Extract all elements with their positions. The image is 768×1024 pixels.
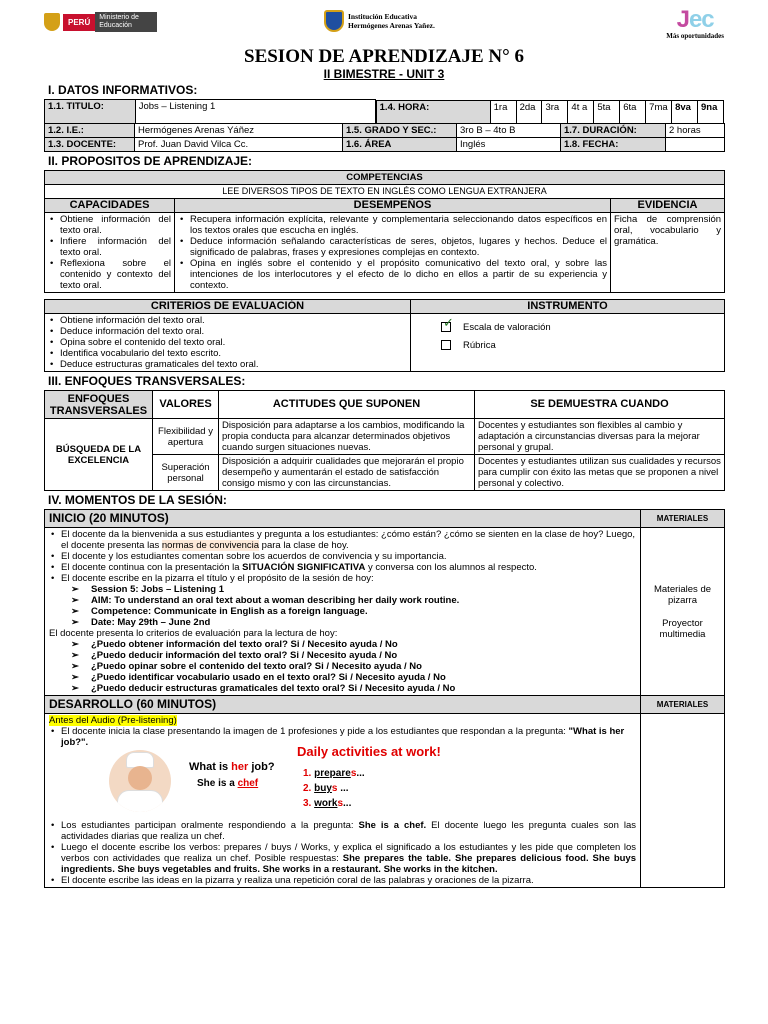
- desempenos-header: DESEMPEÑOS: [175, 199, 611, 213]
- capacidades-header: CAPACIDADES: [45, 199, 175, 213]
- jec-logo-j: J: [676, 6, 689, 33]
- objective-item: ➢ Competence: Communicate in English as a foreign language.: [49, 606, 636, 617]
- document-page: [44, 8, 724, 888]
- label-area: 1.6. ÁREA: [343, 138, 457, 152]
- instrument-escala: Escala de valoración: [463, 321, 551, 333]
- inicio-item-3: • El docente continua con la presentación la SITUACIÓN SIGNIFICATIVA y conversa con los alumnos al respecto.: [49, 562, 636, 573]
- capacidad-item: • Infiere información del texto oral.: [48, 236, 171, 258]
- valor-1: Flexibilidad y apertura: [153, 419, 219, 455]
- school-logo: [324, 10, 435, 32]
- criterio-question: ➢ ¿Puedo obtener información del texto oral? Si / Necesito ayuda / No: [49, 639, 636, 650]
- section-3-heading: III. ENFOQUES TRANSVERSALES:: [48, 374, 246, 388]
- enfoques-table: [44, 390, 725, 491]
- desempeno-item: • Deduce información señalando características de seres, objetos, lugares y hechos. Deduce el significado de palabras, frases y expresiones complejas en contexto.: [178, 236, 607, 258]
- material-proyector: Proyector multimedia: [659, 618, 706, 640]
- peru-shield-icon: [44, 13, 60, 31]
- valores-header: VALORES: [153, 391, 219, 419]
- demuestra-2: Docentes y estudiantes utilizan sus cualidades y recursos para cumplir con éxito las metas que se proponen a nivel personal y colectivo.: [475, 455, 725, 491]
- criterio-question: ➢ ¿Puedo deducir información del texto oral? Si / Necesito ayuda / No: [49, 650, 636, 661]
- value-grado: 3ro B – 4to B: [457, 124, 561, 138]
- jec-logo-ec: ec: [688, 6, 714, 33]
- desarrollo-item-4: • El docente escribe las ideas en la pizarra y realiza una repetición coral de las palabras y oraciones de la pizarra.: [49, 875, 636, 886]
- actitudes-header: ACTITUDES QUE SUPONEN: [219, 391, 475, 419]
- criterio-question: ➢ ¿Puedo deducir estructuras gramaticales del texto oral? Si / Necesito ayuda / No: [49, 683, 636, 694]
- label-grado: 1.5. GRADO Y SEC.:: [343, 124, 457, 138]
- actitud-1: Disposición para adaptarse a los cambios, modificando la propia conducta para alcanzar determinados objetivos cuando surgen situaciones nuevas.: [219, 419, 475, 455]
- activity-item: 3. works...: [303, 798, 352, 809]
- label-duracion: 1.7. DURACIÓN:: [561, 124, 666, 138]
- pre-listening-label: Antes del Audio (Pre-listening): [49, 715, 177, 726]
- chef-activity-figure: [49, 744, 636, 820]
- daily-activities-title: Daily activities at work!: [297, 744, 441, 759]
- school-line-2: Hermógenes Arenas Yañez.: [348, 21, 435, 30]
- hora-8: 8va: [672, 100, 698, 123]
- instrument-rubrica: Rúbrica: [463, 339, 496, 351]
- value-ie: Hermógenes Arenas Yáñez: [135, 124, 343, 138]
- datos-table: [44, 99, 724, 124]
- criterio-item: • Deduce estructuras gramaticales del texto oral.: [48, 359, 407, 370]
- desempeno-item: • Opina en inglés sobre el contenido y el propósito comunicativo del texto oral, y sobre las intenciones de los interlocutores y el efecto de lo dicho en ellos a partir de su experiencia y contexto.: [178, 258, 607, 291]
- jec-logo: [666, 8, 724, 40]
- value-fecha: [666, 138, 725, 152]
- evidencia-header: EVIDENCIA: [611, 199, 725, 213]
- inicio-item-2: • El docente y los estudiantes comentan sobre los acuerdos de convivencia y su importancia.: [49, 551, 636, 562]
- activity-item: 2. buys ...: [303, 783, 349, 794]
- capacidad-item: • Obtiene información del texto oral.: [48, 214, 171, 236]
- desarrollo-item-1: • El docente inicia la clase presentando la imagen de 1 profesiones y pide a los estudiantes que respondan a la pregunta: "What is her job?".: [49, 726, 636, 748]
- ministry-label: Ministerio de Educación: [95, 12, 157, 32]
- momentos-table: [44, 509, 725, 888]
- desarrollo-item-3: • Luego el docente escribe los verbos: prepares / buys / Works, y explica el significado a los estudiantes y les pide que completen los verbos con actividades que realiza un chef. Posible respuestas: She prepares the table. She prepares delicious food. She buys ingredients. She buys vegetables and fruits. She works in a restaurant. She works in the kitchen.: [49, 842, 636, 875]
- value-docente: Prof. Juan David Vilca Cc.: [135, 138, 343, 152]
- page-title: SESION DE APRENDIZAJE N° 6: [244, 46, 524, 67]
- criterio-item: • Obtiene información del texto oral.: [48, 315, 407, 326]
- document-header: [44, 8, 724, 44]
- competencias-header: COMPETENCIAS: [45, 171, 725, 185]
- materiales-header-2: MATERIALES: [641, 696, 725, 714]
- value-titulo: Jobs – Listening 1: [135, 100, 375, 124]
- competencia-text: LEE DIVERSOS TIPOS DE TEXTO EN INGLÉS COMO LENGUA EXTRANJERA: [45, 185, 725, 199]
- desempeno-item: • Recupera información explícita, relevante y complementaria seleccionando datos específicos en los textos orales que escucha en inglés.: [178, 214, 607, 236]
- school-line-1: Institución Educativa: [348, 12, 417, 21]
- criterio-item: • Identifica vocabulario del texto escrito.: [48, 348, 407, 359]
- hora-2: 2da: [516, 100, 542, 123]
- criterios-intro: El docente presenta lo criterios de evaluación para la lectura de hoy:: [49, 628, 338, 639]
- hora-7: 7ma: [646, 100, 672, 123]
- section-4-heading: IV. MOMENTOS DE LA SESIÓN:: [48, 493, 227, 507]
- chef-image: [109, 750, 171, 812]
- inicio-header: INICIO (20 MINUTOS): [45, 510, 641, 528]
- criterio-question: ➢ ¿Puedo opinar sobre el contenido del texto oral? Si / Necesito ayuda / No: [49, 661, 636, 672]
- inicio-item-4: • El docente escribe en la pizarra el título y el propósito de la sesión de hoy:: [49, 573, 636, 584]
- criterio-question: ➢ ¿Puedo identificar vocabulario usado en el texto oral? Si / Necesito ayuda / No: [49, 672, 636, 683]
- ministry-logo: [44, 12, 157, 32]
- she-is-a-chef: She is a chef: [197, 778, 259, 789]
- criterio-item: • Deduce información del texto oral.: [48, 326, 407, 337]
- desarrollo-header: DESARROLLO (60 MINUTOS): [45, 696, 641, 714]
- criterios-table: [44, 299, 725, 372]
- propositos-table: [44, 170, 725, 293]
- enfoque-name: BÚSQUEDA DE LA EXCELENCIA: [45, 419, 153, 491]
- demuestra-1: Docentes y estudiantes son flexibles al cambio y adaptación a circunstancias diversas para la mejorar personal y grupal.: [475, 419, 725, 455]
- criterio-item: • Opina sobre el contenido del texto oral.: [48, 337, 407, 348]
- material-pizarra: Materiales de pizarra: [653, 584, 712, 606]
- hora-9: 9na: [698, 100, 724, 123]
- objective-item: ➢ Session 5: Jobs – Listening 1: [49, 584, 636, 595]
- value-duracion: 2 horas: [666, 124, 725, 138]
- actitud-2: Disposición a adquirir cualidades que mejorarán el propio desempeño y aumentarán el estado de satisfacción consigo mismo y con las circunstancias.: [219, 455, 475, 491]
- what-is-her-job: What is her job?: [189, 761, 275, 773]
- label-docente: 1.3. DOCENTE:: [45, 138, 135, 152]
- criterios-header: CRITERIOS DE EVALUACIÓN: [45, 300, 411, 314]
- section-1-heading: I. DATOS INFORMATIVOS:: [48, 83, 198, 97]
- activity-item: 1. prepares...: [303, 768, 365, 779]
- hora-4: 4t a: [568, 100, 594, 123]
- inicio-item-1: • El docente da la bienvenida a sus estudiantes y pregunta a los estudiantes: ¿cómo están? ¿cómo se sienten en la clase de hoy? Luego, el docente presenta las normas de convivencia para la clase de hoy.: [49, 529, 636, 551]
- objective-item: ➢ Date: May 29th – June 2nd: [49, 617, 636, 628]
- label-titulo: 1.1. TITULO:: [45, 100, 136, 124]
- hora-5: 5ta: [594, 100, 620, 123]
- valor-2: Superación personal: [153, 455, 219, 491]
- activities-list: [303, 766, 365, 811]
- desarrollo-item-2: • Los estudiantes participan oralmente respondiendo a la pregunta: She is a chef. El docente luego les pregunta cuales son las actividades diarias que realiza un chef.: [49, 820, 636, 842]
- instrumento-header: INSTRUMENTO: [411, 300, 725, 314]
- page-subtitle: II BIMESTRE - UNIT 3: [323, 67, 445, 81]
- jec-slogan: Más oportunidades: [666, 32, 724, 40]
- checked-checkbox-icon: ✓: [443, 315, 454, 330]
- hora-1: 1ra: [490, 100, 516, 123]
- demuestra-header: SE DEMUESTRA CUANDO: [475, 391, 725, 419]
- enfoques-header: ENFOQUES TRANSVERSALES: [45, 391, 153, 419]
- value-area: Inglés: [457, 138, 561, 152]
- section-2-heading: II. PROPOSITOS DE APRENDIZAJE:: [48, 154, 253, 168]
- label-hora: 1.4. HORA:: [376, 100, 490, 123]
- label-ie: 1.2. I.E.:: [45, 124, 135, 138]
- hora-6: 6ta: [620, 100, 646, 123]
- hora-3: 3ra: [542, 100, 568, 123]
- capacidad-item: • Reflexiona sobre el contenido y contexto del texto oral.: [48, 258, 171, 291]
- materiales-header: MATERIALES: [641, 510, 725, 528]
- checkbox-icon: [441, 340, 451, 350]
- evidencia-text: Ficha de comprensión oral, vocabulario y gramática.: [611, 213, 725, 293]
- school-crest-icon: [324, 10, 344, 32]
- peru-label: PERÚ: [63, 14, 95, 31]
- objective-item: ➢ AIM: To understand an oral text about a woman describing her daily work routine.: [49, 595, 636, 606]
- label-fecha: 1.8. FECHA:: [561, 138, 666, 152]
- datos-table-2: [44, 123, 725, 152]
